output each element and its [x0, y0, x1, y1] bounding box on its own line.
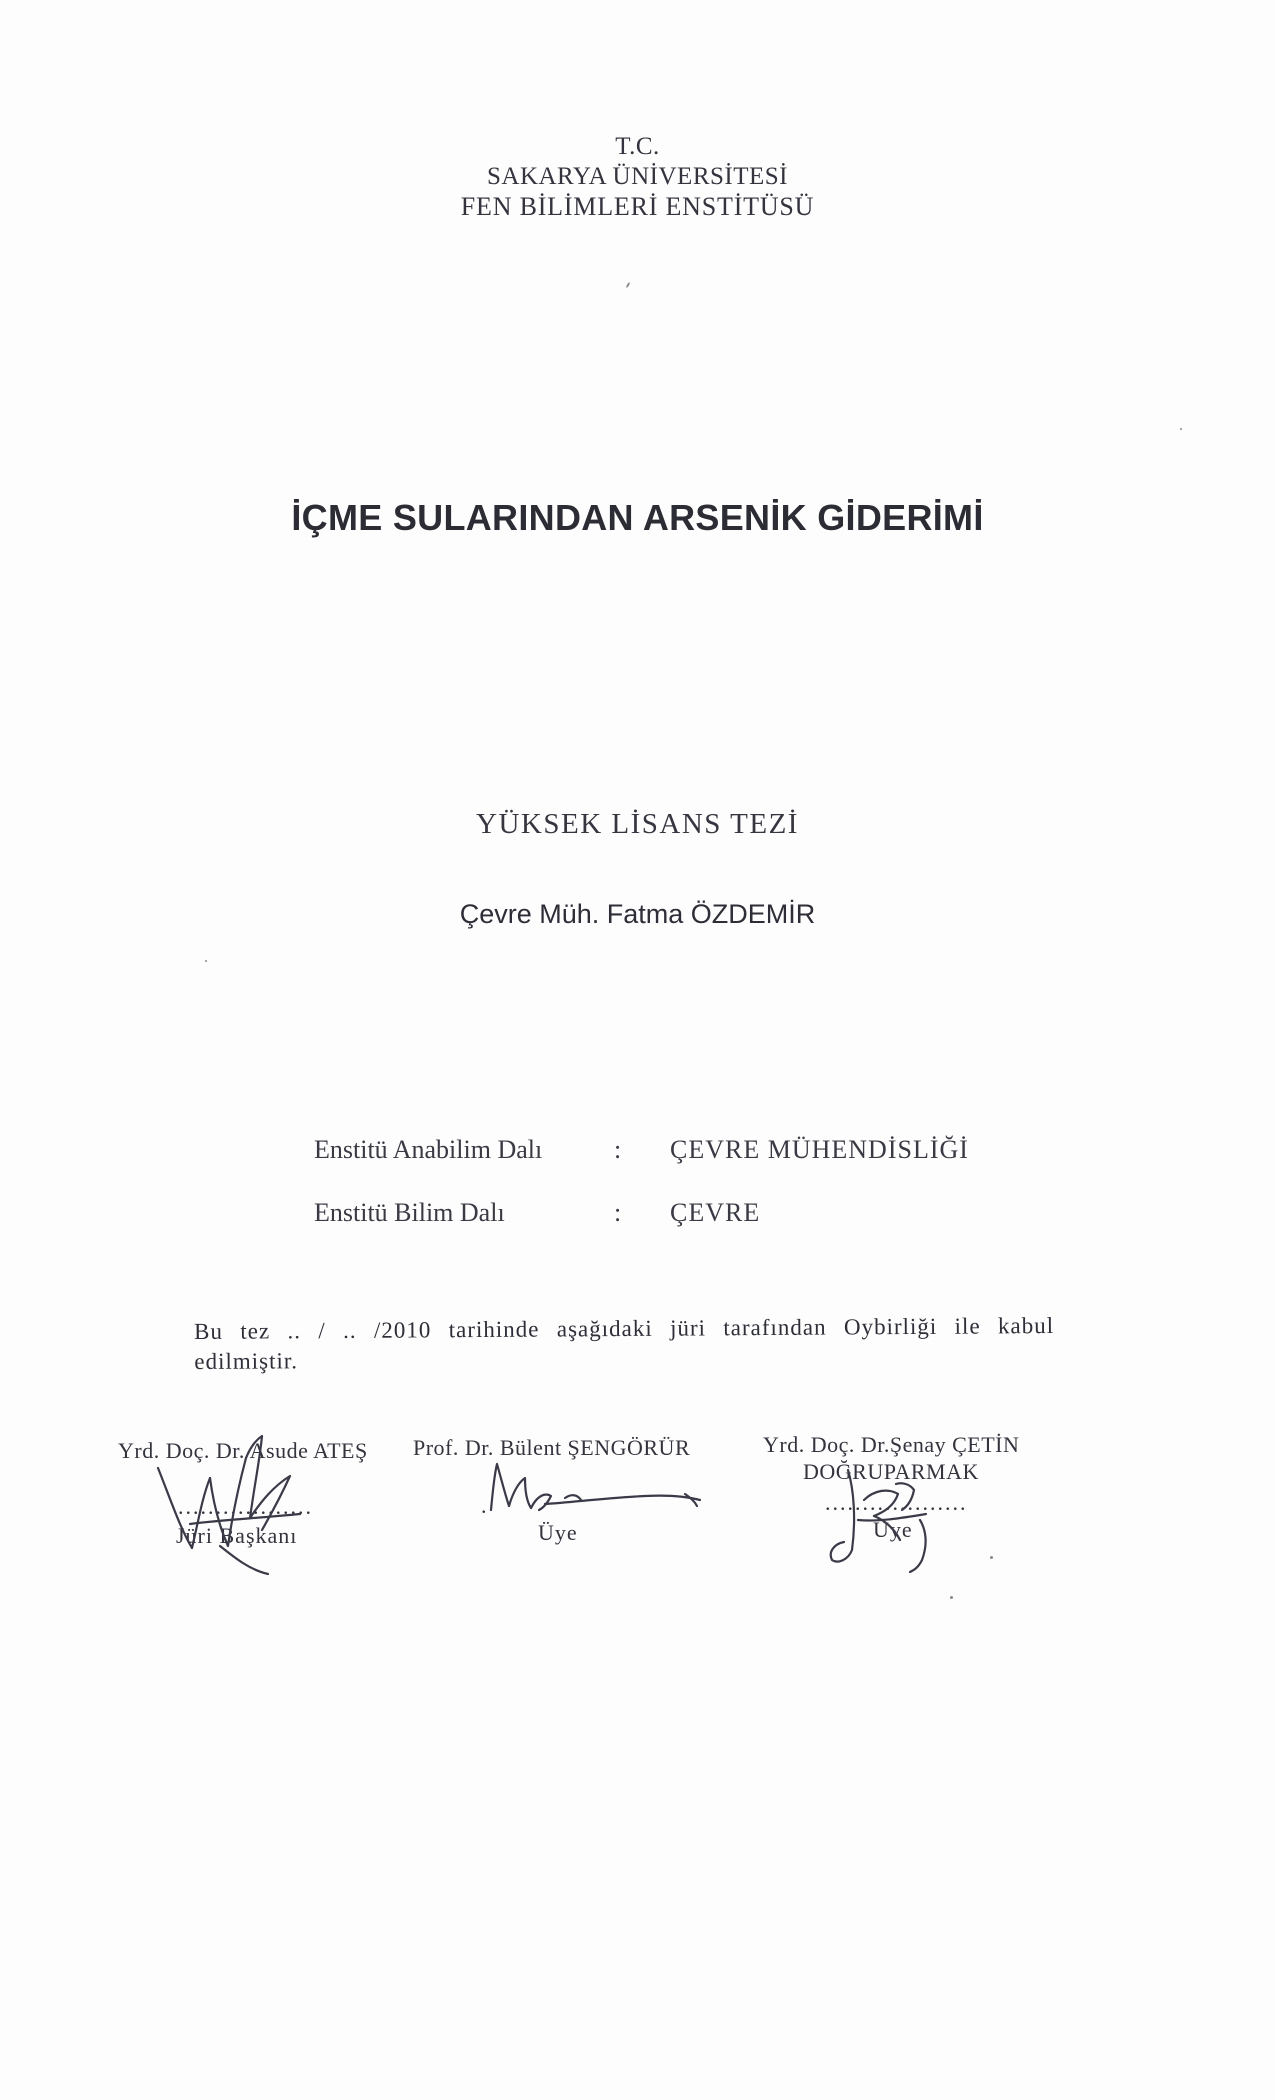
university-line: SAKARYA ÜNİVERSİTESİ — [486, 163, 788, 190]
jury-member-3-signature-line: ................... — [825, 1490, 968, 1515]
thesis-title: İÇME SULARINDAN ARSENİK GİDERİMİ — [291, 497, 984, 538]
department-value: ÇEVRE MÜHENDİSLİĞİ — [670, 1135, 969, 1164]
jury-chair-name: Yrd. Doç. Dr. Asude ATEŞ — [118, 1438, 368, 1463]
jury-member-2-signature — [485, 1458, 710, 1523]
jury-chair-role: Jüri Başkanı — [176, 1523, 298, 1548]
jury-chair-signature-line: .................. — [178, 1494, 313, 1519]
country-line: T.C. — [615, 133, 660, 160]
institution-header — [0, 132, 1275, 222]
scan-speck — [626, 282, 631, 288]
degree-type: YÜKSEK LİSANS TEZİ — [476, 808, 799, 840]
jury-member-3-name: Yrd. Doç. Dr.Şenay ÇETİN — [763, 1432, 1020, 1457]
scan-speck — [950, 1596, 953, 1599]
author-name: Çevre Müh. Fatma ÖZDEMİR — [459, 899, 816, 929]
discipline-label: Enstitü Bilim Dalı — [314, 1198, 505, 1227]
institute-line: FEN BİLİMLERİ ENSTİTÜSÜ — [460, 192, 815, 221]
scan-speck — [990, 1556, 993, 1559]
jury-member-3-surname: DOĞRUPARMAK — [803, 1459, 979, 1484]
jury-member-2-role: Üye — [538, 1520, 578, 1545]
scan-speck — [1180, 428, 1182, 430]
scan-speck — [205, 960, 207, 962]
jury-member-2-name: Prof. Dr. Bülent ŞENGÖRÜR — [413, 1435, 691, 1460]
jury-chair-signature — [150, 1428, 360, 1578]
jury-member-3-role: Üye — [873, 1517, 913, 1542]
acceptance-line-2: edilmiştir. — [194, 1348, 299, 1374]
acceptance-statement — [194, 1311, 1054, 1377]
discipline-value: ÇEVRE — [670, 1198, 761, 1227]
department-label: Enstitü Anabilim Dalı — [314, 1135, 543, 1164]
department-separator: : — [614, 1135, 622, 1164]
jury-member-3-signature — [818, 1460, 948, 1580]
jury-member-2-signature-line: . — [481, 1493, 489, 1518]
acceptance-line-1: Bu tez .. / .. /2010 tarihinde aşağıdaki jüri tarafından Oybirliği ile kabul — [194, 1312, 1055, 1344]
discipline-separator: : — [614, 1198, 622, 1227]
